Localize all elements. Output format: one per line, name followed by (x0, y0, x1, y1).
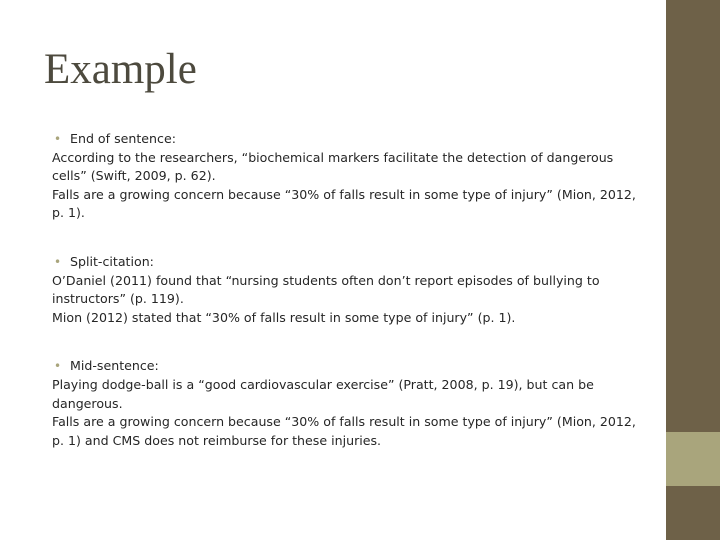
example-paragraph: Falls are a growing concern because “30% of falls result in some type of injury” (Mion, 2012, p. 1). (52, 186, 636, 221)
bullet-item (54, 130, 642, 149)
bullet-item (54, 357, 642, 376)
slide-body (52, 130, 642, 480)
example-paragraph: O’Daniel (2011) found that “nursing students often don’t report episodes of bullying to instructors” (p. 119). (52, 272, 600, 307)
example-paragraph: Mion (2012) stated that “30% of falls result in some type of injury” (p. 1). (52, 309, 516, 325)
section-heading: Split-citation: (70, 253, 154, 269)
bullet-icon: • (54, 254, 62, 269)
sidebar-decoration-top (666, 0, 720, 432)
bullet-icon: • (54, 359, 62, 374)
section-end-of-sentence (52, 130, 642, 223)
section-mid-sentence (52, 357, 642, 450)
sidebar-decoration-accent (666, 432, 720, 486)
section-split-citation (52, 253, 642, 327)
sidebar-decoration-bottom (666, 486, 720, 540)
section-heading: Mid-sentence: (70, 358, 159, 374)
bullet-item (54, 253, 642, 272)
example-paragraph: Playing dodge-ball is a “good cardiovascular exercise” (Pratt, 2008, p. 19), but can be dangerous. (52, 376, 594, 411)
slide-title: Example (44, 46, 197, 93)
example-paragraph: Falls are a growing concern because “30% of falls result in some type of injury” (Mion, 2012, p. 1) and CMS does not reimburse for these injuries. (52, 414, 636, 448)
section-heading: End of sentence: (70, 131, 176, 146)
bullet-icon: • (54, 132, 62, 146)
example-paragraph: According to the researchers, “biochemical markers facilitate the detection of dangerous cells” (Swift, 2009, p. 62). (52, 149, 614, 184)
